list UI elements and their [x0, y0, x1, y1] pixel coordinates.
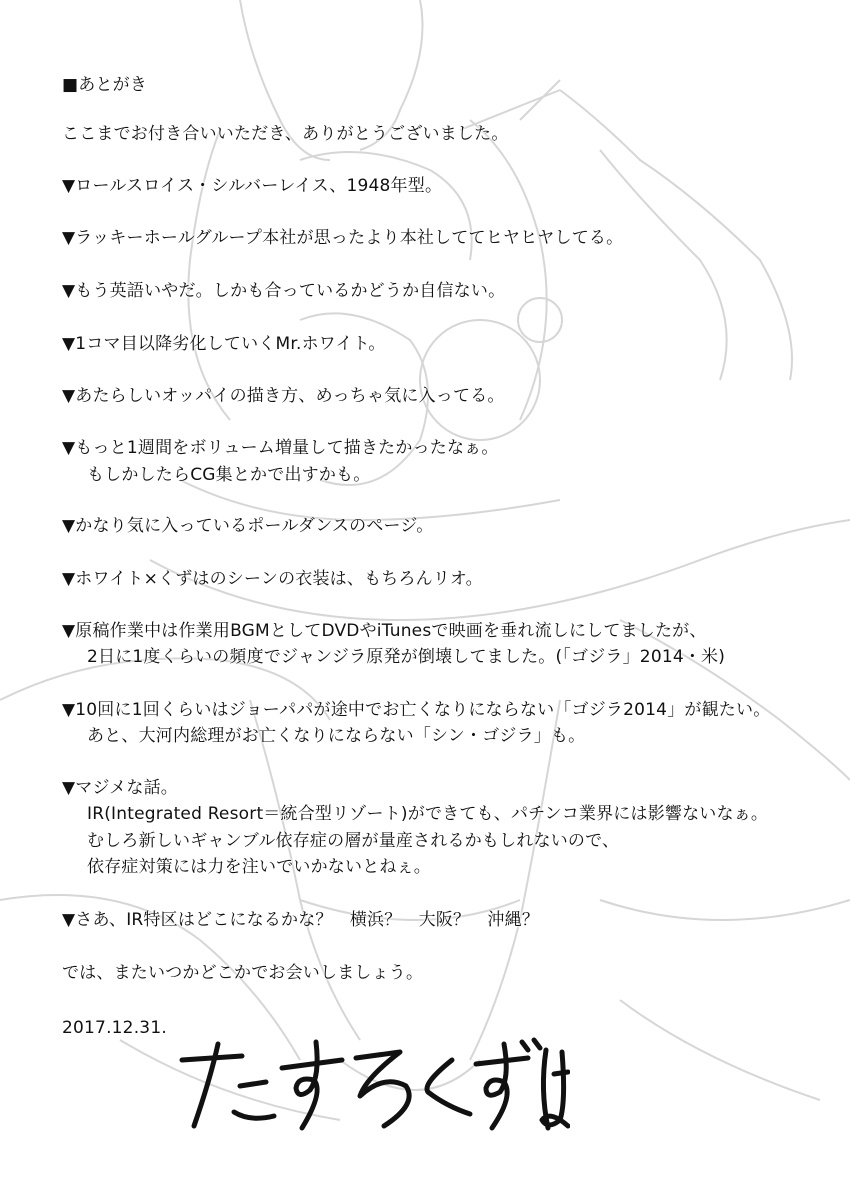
note-line: ▼もう英語いやだ。しかも合っているかどうか自信ない。 — [62, 281, 506, 301]
note-line: ▼もっと1週間をボリューム増量して描きたかったなぁ。 — [62, 438, 499, 458]
afterword-heading: ■あとがき — [62, 75, 148, 95]
note-line-continued: あと、大河内総理がお亡くなりにならない「シン・ゴジラ」も。 — [87, 726, 586, 746]
note-line: ▼マジメな話。 — [62, 778, 178, 798]
note-line: ▼かなり気に入っているポールダンスのページ。 — [62, 516, 434, 536]
note-line-continued: もしかしたらCG集とかで出すかも。 — [87, 465, 371, 485]
note-line: ▼1コマ目以降劣化していくMr.ホワイト。 — [62, 334, 386, 354]
note-line: ▼ホワイト×くずはのシーンの衣装は、もちろんリオ。 — [62, 569, 483, 589]
note-line: ▼さあ、IR特区はどこになるかな？ 横浜？ 大阪？ 沖縄？ — [62, 910, 540, 930]
handwritten-signature — [170, 1030, 570, 1140]
closing-line: では、またいつかどこかでお会いしましょう。 — [62, 963, 424, 983]
note-line: ▼10回に1回くらいはジョーパパが途中でお亡くなりにならない「ゴジラ2014」が観たい。 — [62, 700, 771, 720]
thanks-line: ここまでお付き合いいただき、ありがとうございました。 — [62, 124, 509, 144]
note-line: ▼原稿作業中は作業用BGMとしてDVDやiTunesで映画を垂れ流しにしてましたが、 — [62, 621, 707, 641]
note-line-continued: むしろ新しいギャンブル依存症の層が量産されるかもしれないので、 — [87, 831, 620, 851]
note-line-continued: IR(Integrated Resort＝統合型リゾート)ができても、パチンコ業界には影響ないなぁ。 — [87, 804, 769, 824]
note-line: ▼あたらしいオッパイの描き方、めっちゃ気に入ってる。 — [62, 386, 505, 406]
date-line: 2017.12.31. — [62, 1018, 167, 1038]
note-line: ▼ラッキーホールグループ本社が思ったより本社しててヒヤヒヤしてる。 — [62, 228, 624, 248]
note-line-continued: 2日に1度くらいの頻度でジャンジラ原発が倒壊してました。(「ゴジラ」2014・米) — [87, 647, 726, 667]
note-line-continued: 依存症対策には力を注いでいかないとねぇ。 — [87, 857, 431, 877]
note-line: ▼ロールスロイス・シルバーレイス、1948年型。 — [62, 176, 443, 196]
